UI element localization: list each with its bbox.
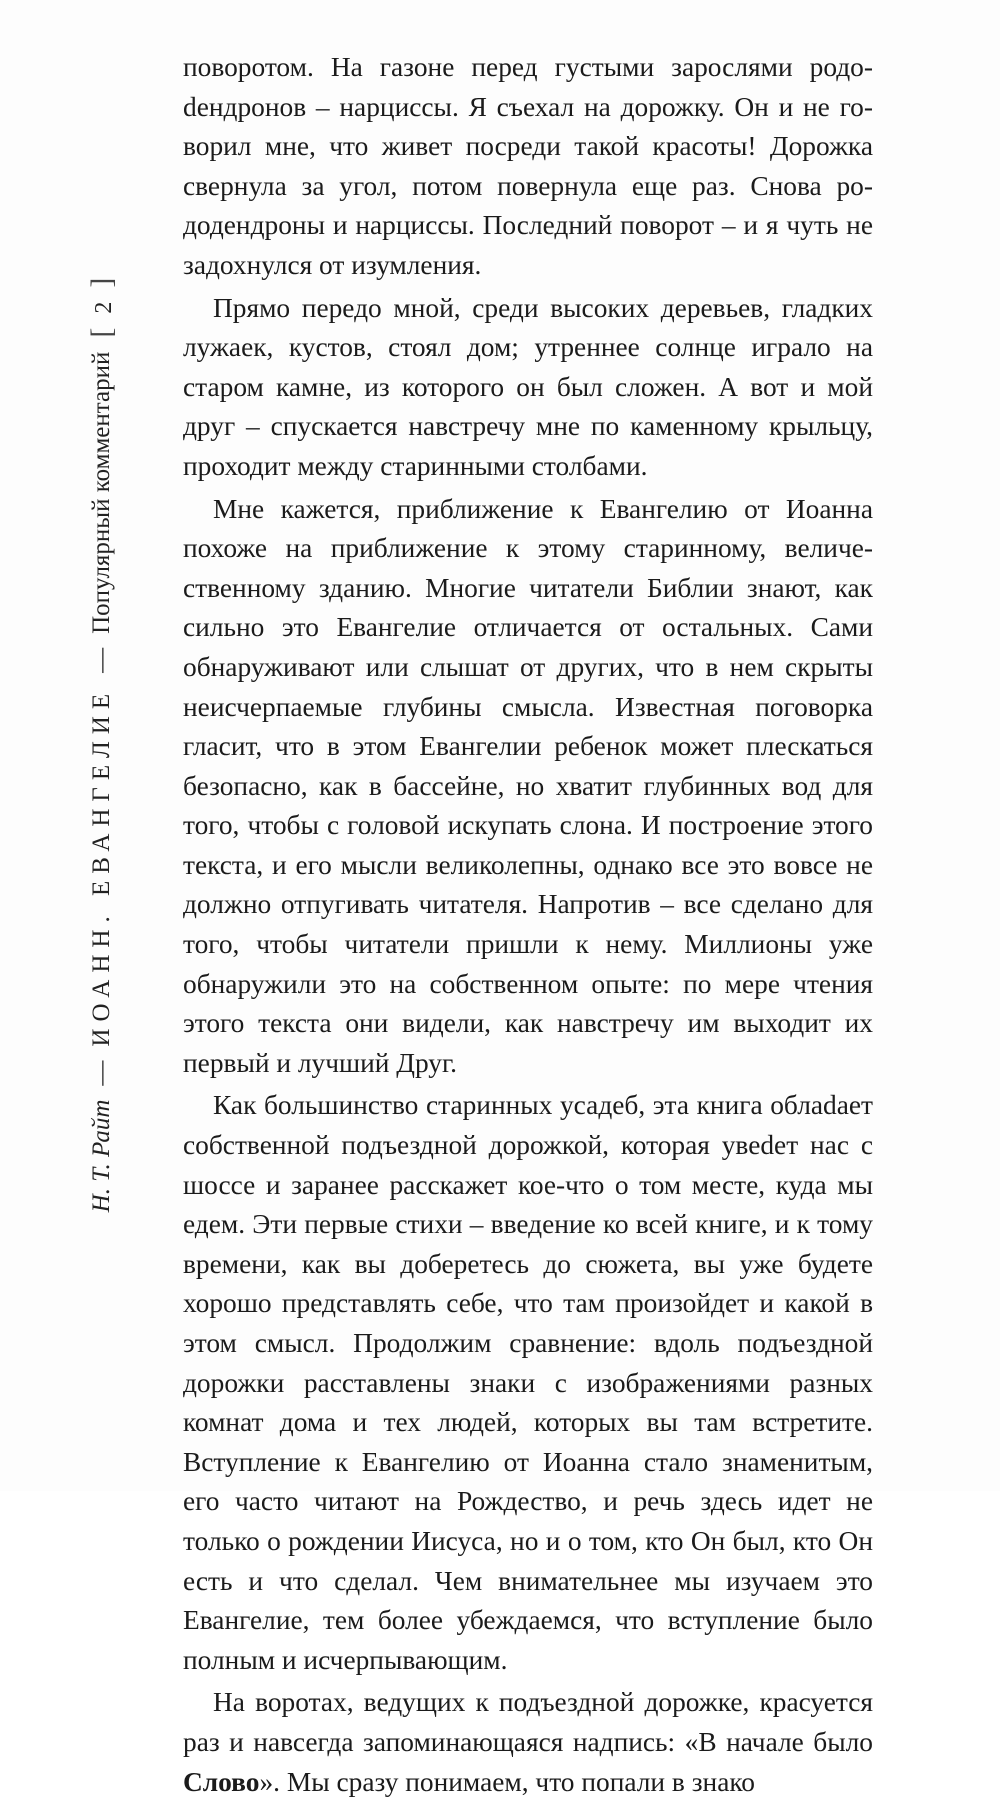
page-number-box xyxy=(85,278,119,338)
bracket-open: [ xyxy=(85,327,118,338)
paragraph: поворотом. На газоне перед густыми зарослями родоdендронов – нарциссы. Я съехал на дорожку. Он и не говорил мне, что живет посреди такой красоты! Дорожка свернула за угол, потом повернула еще раз. Снова рододендроны и нарциссы. Последний поворот – и я чуть не задохнулся от изумления. xyxy=(183,52,873,280)
bold-word: Слово xyxy=(183,1766,260,1797)
paragraph: Как большинство старинных усадеб, эта книга облаdает собственной подъездной дорожкой, которая увеdет нас с шоссе и заранее расскажет кое-что о том месте, куда мы едем. Эти первые стихи – введение ко всей книге, и к тому времени, как вы доберетесь до сюжета, вы уже будете хорошо представлять себе, что там произойдет и какой в этом смысл. Продолжим сравнение: вдоль подъездной дорожки расставлены знаки с изображениями разных комнат дома и тех людей, которых вы там встретите. Вступление к Евангелию от Иоанна стало знаменитым, его часто читают на Рождество, и речь здесь идет не только о рождении Иисуса, но и о том, кто Он был, кто Он есть и что сделал. Чем внимательнее мы изучаем это Евангелие, тем более убеждаемся, что вступление было полным и исчерпывающим. xyxy=(183,1090,873,1675)
paragraph: Мне кажется, приближение к Евангелию от Иоанна похоже на приближение к этому старинному, величественному зданию. Многие читатели Библии знают, как сильно это Евангелие отличается от остальных. Сами обнаруживают или слышат от других, что в нем скрыты неисчерпаемые глубины смысла. Известная поговорка гласит, что в этом Евангелии ребенок может плескаться безопасно, как в бассейне, но хватит глубинных вод для того, чтобы с головой искупать слона. И построение этого текста, и его мысли великолепны, однако все это вовсе не должно отпугивать читателя. Напротив – все сделано для того, чтобы читатели пришли к нему. Миллионы уже обнаружили это на собственном опыте: по мере чтения этого текста они видели, как навстречу им выходит их первый и лучший Друг. xyxy=(183,493,873,1078)
header-dash: — xyxy=(88,647,115,673)
header-dash: — xyxy=(88,1060,115,1086)
running-header xyxy=(82,55,122,1435)
paragraph-text: ». Мы сразу понимаем, что попали в знако xyxy=(259,1766,755,1797)
header-author: Н. Т. Райт xyxy=(88,1099,115,1213)
header-book-title: ИОАНН. ЕВАНГЕЛИЕ xyxy=(88,686,115,1047)
bracket-close: ] xyxy=(85,277,118,288)
body-text xyxy=(183,48,873,1802)
header-subtitle: Популярный комментарий xyxy=(88,351,115,634)
page-number: 2 xyxy=(91,301,117,314)
paragraph: Прямо передо мной, среди высоких деревьев, гладких лужаек, кустов, стоял дом; утреннее солнце играло на старом камне, из которого он был сложен. А вот и мой друг – спускается навстречу мне по каменному крыльцу, проходит между старинными столбами. xyxy=(183,292,873,481)
paragraph-text: На воротах, ведущих к подъездной дорожке, красуется раз и навсегда запоминающаяся надпись: «В начале было xyxy=(183,1687,873,1757)
paragraph-last xyxy=(183,1683,873,1802)
